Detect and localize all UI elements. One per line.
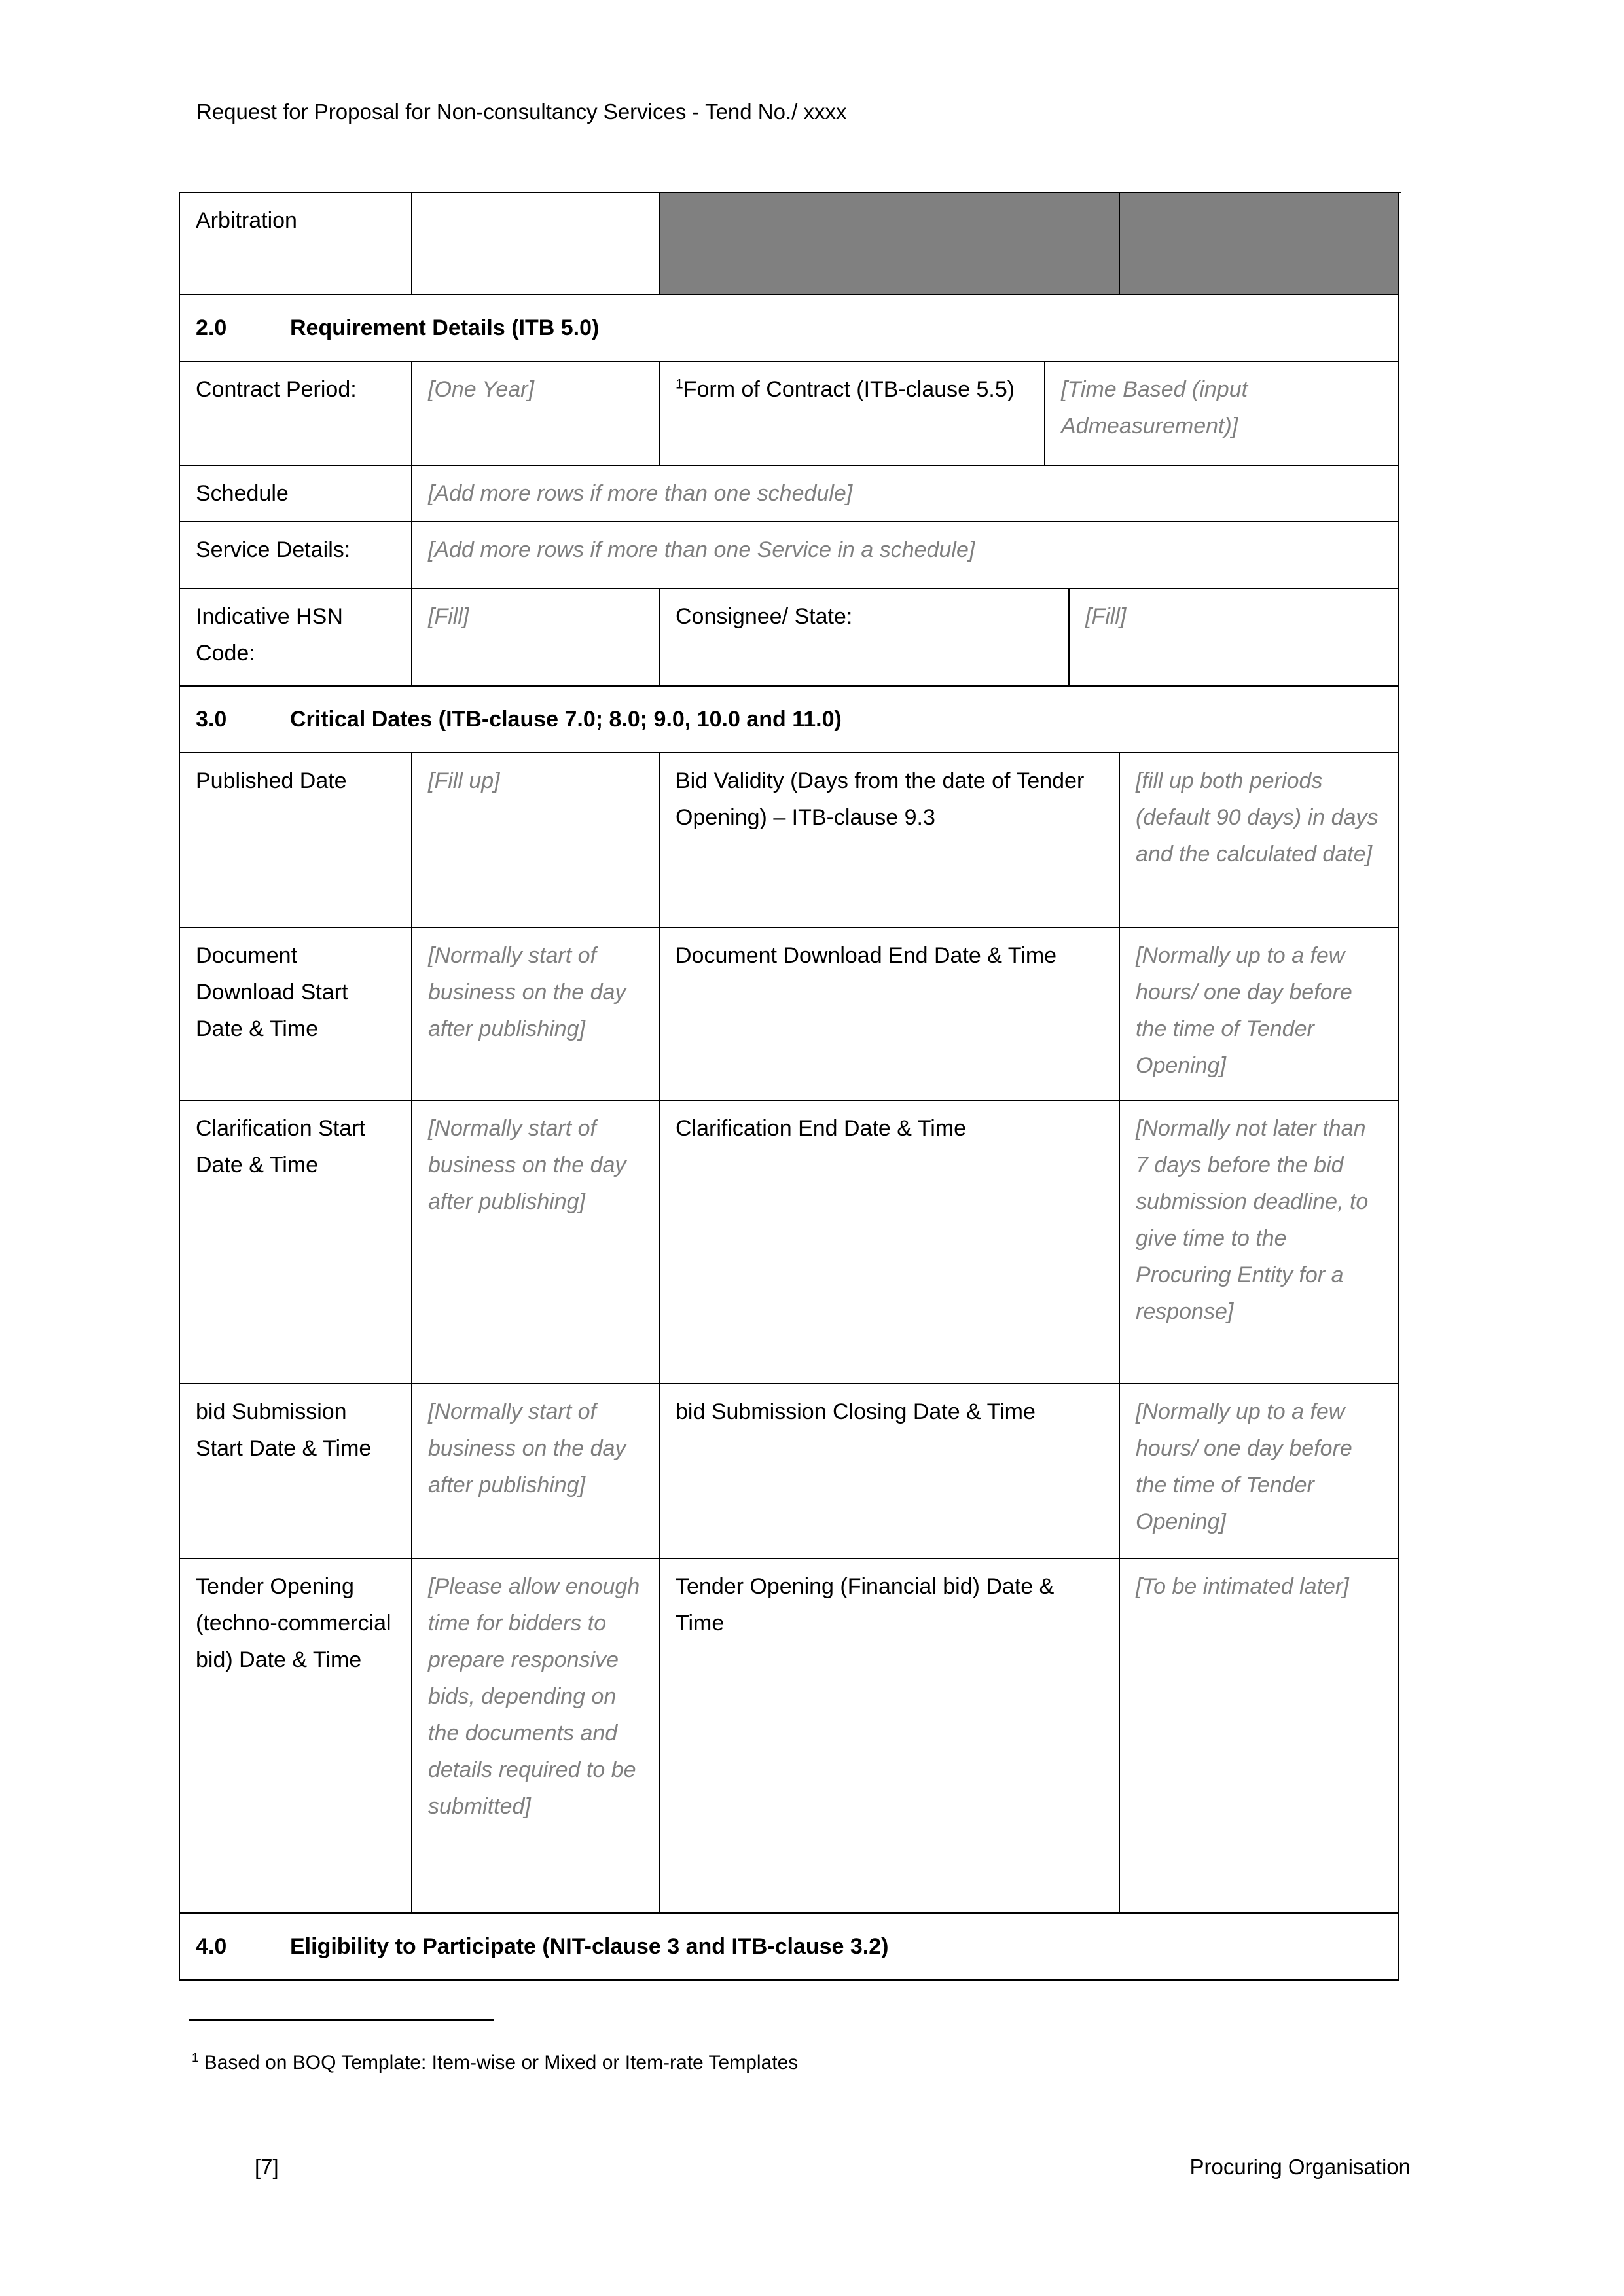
service-details-placeholder: [Add more rows if more than one Service in a schedule] xyxy=(428,537,975,562)
hsn-code-placeholder: [Fill] xyxy=(428,604,469,629)
tender-opening-techno-placeholder: [Please allow enough time for bidders to prepare responsive bids, depending on the documents and details required to be submitted] xyxy=(428,1574,640,1819)
table-row-section-2 xyxy=(180,295,1401,362)
clarification-end-label: Clarification End Date & Time xyxy=(676,1116,967,1141)
table-row-tender-opening xyxy=(180,1559,1401,1914)
bid-submission-start-value-cell xyxy=(412,1384,660,1559)
tender-opening-financial-placeholder: [To be intimated later] xyxy=(1136,1574,1349,1599)
service-details-label: Service Details: xyxy=(196,537,351,562)
service-details-label-cell xyxy=(180,522,412,589)
doc-download-end-label: Document Download End Date & Time xyxy=(676,943,1057,968)
doc-download-start-label: Document Download Start Date & Time xyxy=(196,943,348,1041)
section-4-number: 4.0 xyxy=(196,1934,227,1959)
table-row-hsn-code xyxy=(180,589,1401,687)
hsn-code-label-cell xyxy=(180,589,412,687)
footnote xyxy=(192,2052,798,2074)
footnote-reference-mark: 1 xyxy=(676,376,683,392)
hsn-code-label: Indicative HSN Code: xyxy=(196,604,343,666)
footnote-separator-rule xyxy=(189,2019,494,2021)
section-4-header-cell xyxy=(180,1914,1399,1981)
tender-opening-techno-value-cell xyxy=(412,1559,660,1914)
section-3-header-cell xyxy=(180,687,1399,753)
clarification-end-value-cell xyxy=(1120,1101,1399,1384)
form-of-contract-label-cell xyxy=(660,362,1045,466)
footer-organisation: Procuring Organisation xyxy=(1189,2155,1411,2179)
footnote-text: Based on BOQ Template: Item-wise or Mixed or Item-rate Templates xyxy=(198,2052,799,2073)
bid-validity-value-cell xyxy=(1120,753,1399,928)
clarification-start-placeholder: [Normally start of business on the day after publishing] xyxy=(428,1116,626,1214)
bid-submission-closing-placeholder: [Normally up to a few hours/ one day before the time of Tender Opening] xyxy=(1136,1399,1352,1534)
bid-validity-label: Bid Validity (Days from the date of Tender Opening) – ITB-clause 9.3 xyxy=(676,768,1085,830)
section-2-title: Requirement Details (ITB 5.0) xyxy=(290,315,600,340)
table-row-clarification xyxy=(180,1101,1401,1384)
bid-validity-placeholder: [fill up both periods (default 90 days) in days and the calculated date] xyxy=(1136,768,1379,867)
clarification-start-label-cell xyxy=(180,1101,412,1384)
doc-download-start-label-cell xyxy=(180,928,412,1101)
bid-submission-start-label: bid Submission Start Date & Time xyxy=(196,1399,372,1461)
clarification-start-value-cell xyxy=(412,1101,660,1384)
section-2-number: 2.0 xyxy=(196,315,227,340)
contract-period-label-cell xyxy=(180,362,412,466)
schedule-label-cell xyxy=(180,466,412,522)
bid-submission-closing-value-cell xyxy=(1120,1384,1399,1559)
table-row-service-details xyxy=(180,522,1401,589)
arbitration-label-cell xyxy=(180,193,412,295)
tender-opening-financial-label-cell xyxy=(660,1559,1120,1914)
doc-download-end-label-cell xyxy=(660,928,1120,1101)
tender-opening-financial-value-cell xyxy=(1120,1559,1399,1914)
bid-submission-start-label-cell xyxy=(180,1384,412,1559)
table-row-bid-submission xyxy=(180,1384,1401,1559)
form-of-contract-label: Form of Contract (ITB-clause 5.5) xyxy=(683,377,1015,402)
page-header-title: Request for Proposal for Non-consultancy Services - Tend No./ xxxx xyxy=(196,99,847,124)
doc-download-start-placeholder: [Normally start of business on the day after publishing] xyxy=(428,943,626,1041)
contract-period-placeholder: [One Year] xyxy=(428,377,534,402)
doc-download-end-value-cell xyxy=(1120,928,1399,1101)
tender-opening-techno-label: Tender Opening (techno-commercial bid) Date & Time xyxy=(196,1574,391,1672)
footer-page-number: [7] xyxy=(255,2155,279,2179)
bid-submission-start-placeholder: [Normally start of business on the day after publishing] xyxy=(428,1399,626,1498)
table-row-section-4 xyxy=(180,1914,1401,1981)
published-date-label: Published Date xyxy=(196,768,347,793)
consignee-value-cell xyxy=(1070,589,1399,687)
doc-download-start-value-cell xyxy=(412,928,660,1101)
table-row-section-3 xyxy=(180,687,1401,753)
table-row-published-date xyxy=(180,753,1401,928)
clarification-end-label-cell xyxy=(660,1101,1120,1384)
contract-period-label: Contract Period: xyxy=(196,377,357,402)
doc-download-end-placeholder: [Normally up to a few hours/ one day before the time of Tender Opening] xyxy=(1136,943,1352,1078)
rfp-details-table xyxy=(179,192,1401,1981)
consignee-placeholder: [Fill] xyxy=(1085,604,1127,629)
table-row-schedule xyxy=(180,466,1401,522)
bid-submission-closing-label: bid Submission Closing Date & Time xyxy=(676,1399,1036,1424)
table-row-document-download xyxy=(180,928,1401,1101)
contract-period-value-cell xyxy=(412,362,660,466)
bid-submission-closing-label-cell xyxy=(660,1384,1120,1559)
table-row-contract-period xyxy=(180,362,1401,466)
section-3-number: 3.0 xyxy=(196,707,227,732)
arbitration-label: Arbitration xyxy=(196,208,297,233)
consignee-label: Consignee/ State: xyxy=(676,604,853,629)
form-of-contract-value-cell xyxy=(1045,362,1399,466)
published-date-value-cell xyxy=(412,753,660,928)
published-date-placeholder: [Fill up] xyxy=(428,768,500,793)
section-4-title: Eligibility to Participate (NIT-clause 3 and ITB-clause 3.2) xyxy=(290,1934,889,1959)
hsn-code-value-cell xyxy=(412,589,660,687)
arbitration-shaded-cell-2 xyxy=(1120,193,1399,295)
tender-opening-techno-label-cell xyxy=(180,1559,412,1914)
consignee-label-cell xyxy=(660,589,1070,687)
arbitration-empty-cell xyxy=(412,193,660,295)
clarification-start-label: Clarification Start Date & Time xyxy=(196,1116,365,1177)
schedule-value-cell xyxy=(412,466,1399,522)
section-3-title: Critical Dates (ITB-clause 7.0; 8.0; 9.0, 10.0 and 11.0) xyxy=(290,707,842,732)
section-2-header-cell xyxy=(180,295,1399,362)
footnote-number: 1 xyxy=(192,2051,199,2064)
bid-validity-label-cell xyxy=(660,753,1120,928)
service-details-value-cell xyxy=(412,522,1399,589)
schedule-label: Schedule xyxy=(196,481,289,506)
form-of-contract-placeholder: [Time Based (input Admeasurement)] xyxy=(1061,377,1248,439)
published-date-label-cell xyxy=(180,753,412,928)
clarification-end-placeholder: [Normally not later than 7 days before the bid submission deadline, to give time to the Procuring Entity for a response] xyxy=(1136,1116,1369,1324)
table-row-arbitration xyxy=(180,193,1401,295)
tender-opening-financial-label: Tender Opening (Financial bid) Date & Time xyxy=(676,1574,1055,1636)
arbitration-shaded-cell-1 xyxy=(660,193,1120,295)
schedule-placeholder: [Add more rows if more than one schedule] xyxy=(428,481,853,506)
